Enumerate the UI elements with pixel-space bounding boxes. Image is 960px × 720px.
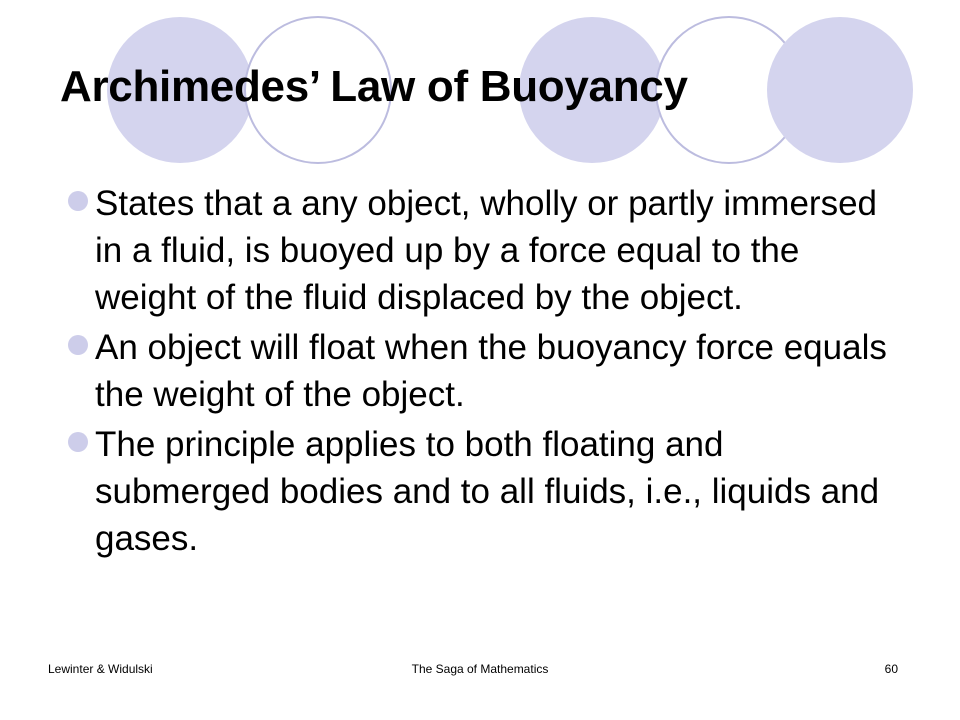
bullet-item	[68, 324, 888, 418]
slide-title: Archimedes’ Law of Buoyancy	[60, 62, 688, 111]
bullet-text: States that a any object, wholly or partly immersed in a fluid, is buoyed up by a force equal to the weight of the fluid displaced by the object.	[95, 184, 878, 317]
bullet-dot-icon	[68, 335, 88, 355]
bullet-item	[68, 180, 888, 321]
bullet-item	[68, 421, 888, 562]
filled-circle	[767, 17, 913, 163]
page-number: 60	[884, 662, 898, 676]
footer-title: The Saga of Mathematics	[411, 662, 549, 676]
bullet-text: An object will float when the buoyancy force equals the weight of the object.	[95, 328, 887, 414]
bullet-text: The principle applies to both floating and submerged bodies and to all fluids, i.e., liquids and gases.	[95, 425, 880, 558]
footer-authors: Lewinter & Widulski	[48, 662, 153, 676]
bullet-list	[68, 180, 888, 565]
bullet-dot-icon	[68, 432, 88, 452]
bullet-dot-icon	[68, 191, 88, 211]
